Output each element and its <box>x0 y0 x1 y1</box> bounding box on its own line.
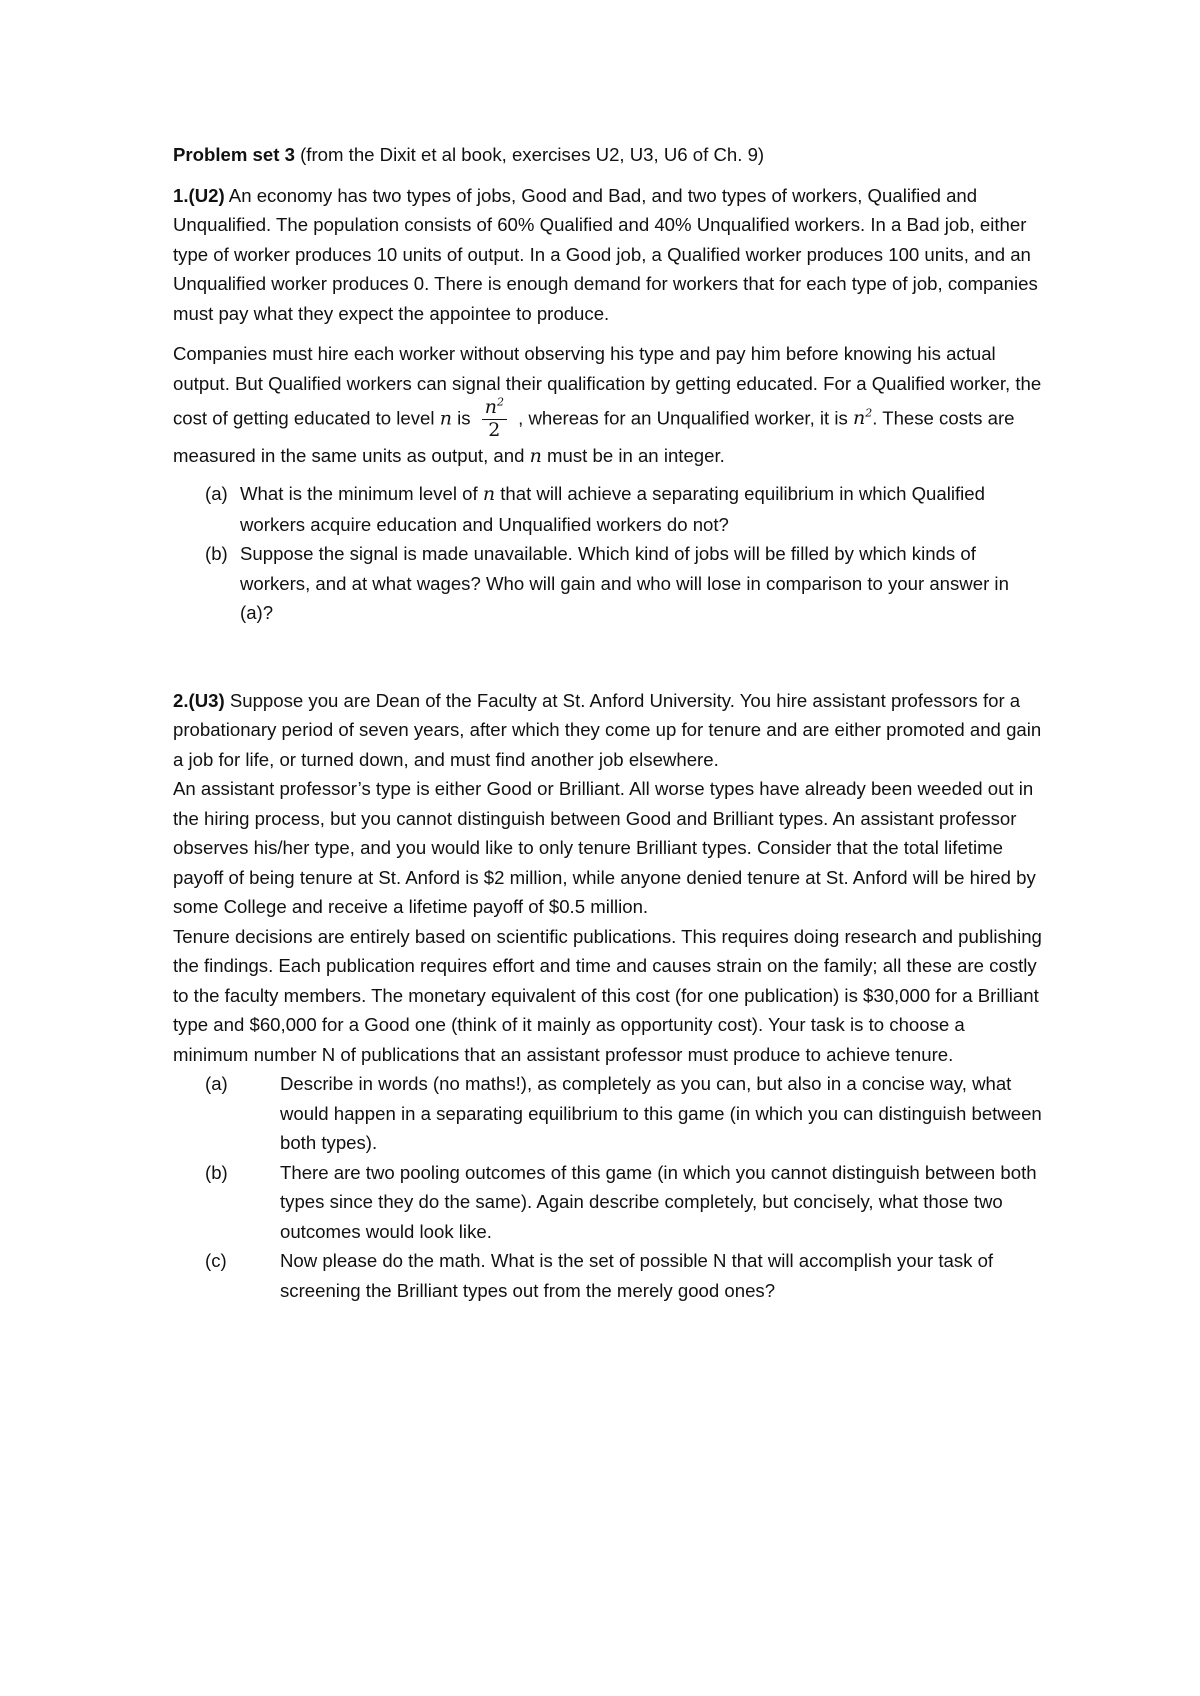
document-body <box>173 140 1043 1305</box>
question-2-tenure-paragraph: Tenure decisions are entirely based on scientific publications. This requires doing research and publishing the findings. Each publication requires effort and time and causes strain on the family; all these are costly to the faculty members. The monetary equivalent of this cost (for one publication) is $30,000 for a Brilliant type and $60,000 for a Good one (think of it mainly as opportunity cost). Your task is to choose a minimum number N of publications that an assistant professor must produce to achieve tenure. <box>173 925 1042 1065</box>
list-item <box>173 539 1043 628</box>
question-1-intro <box>173 181 1043 329</box>
item-a-text-1: What is the minimum level of <box>240 483 483 505</box>
title-subtitle: (from the Dixit et al book, exercises U2, U3, U6 of Ch. 9) <box>294 144 765 165</box>
item-label: (c) <box>205 1250 227 1272</box>
item-text <box>240 479 1043 539</box>
question-2-types-paragraph: An assistant professor’s type is either Good or Brilliant. All worse types have already been weeded out in the hiring process, but you cannot distinguish between Good and Brilliant types. An assistant professor observes his/her type, and you would like to only tenure Brilliant types. Consider that the total lifetime payoff of being tenure at St. Anford is $2 million, while anyone denied tenure at St. Anford will be hired by some College and receive a lifetime payoff of $0.5 million. <box>173 778 1036 918</box>
q1-p2-text-c: , whereas for an Unqualified worker, it is <box>512 407 853 429</box>
question-1-label: 1.(U2) <box>173 184 225 206</box>
item-text: Suppose the signal is made unavailable. Which kind of jobs will be filled by which kinds of workers, and at what wages? Who will gain and who will lose in comparison to your answer in (a)? <box>240 543 1009 624</box>
fraction-denominator: 2 <box>488 418 501 441</box>
question-1-signaling-paragraph <box>173 339 1043 471</box>
item-text: Describe in words (no maths!), as completely as you can, but also in a concise way, what would happen in a separating equilibrium to this game (in which you can distinguish between both types). <box>280 1073 1042 1154</box>
question-1-subquestions <box>173 479 1043 628</box>
question-2-text: Suppose you are Dean of the Faculty at St. Anford University. You hire assistant professors for a probationary period of seven years, after which they come up for tenure and are either promoted and gain a job for life, or turned down, and must find another job elsewhere. <box>173 689 1042 770</box>
question-1-text: An economy has two types of jobs, Good and Bad, and two types of workers, Qualified and Unqualified. The population consists of 60% Qualified and 40% Unqualified workers. In a Bad job, either type of worker produces 10 units of output. In a Good job, a Qualified worker produces 100 units, and an Unqualified worker produces 0. There is enough demand for workers that for each type of job, companies must pay what they expect the appointee to produce. <box>173 184 1038 324</box>
fraction-n-squared-over-2 <box>482 395 507 441</box>
math-var-n-2: n <box>529 444 542 467</box>
q1-p2-text-e: must be in an integer. <box>541 444 725 466</box>
numerator-var: n <box>484 396 497 418</box>
list-item <box>173 1246 1043 1305</box>
item-label: (a) <box>205 483 228 505</box>
q1-p2-text-a: Companies must hire each worker without observing his type and pay him before knowing his actual output. But Qualified workers can signal their qualification by getting educated. For a Qualified worker, the cost of getting educated to level <box>173 343 1042 429</box>
math-var-n-3: n <box>482 483 496 506</box>
question-2-subquestions <box>173 1069 1043 1305</box>
numerator-exponent: 2 <box>496 395 504 409</box>
problem-set-title <box>173 140 1043 170</box>
title-bold: Problem set 3 <box>173 144 295 165</box>
item-label: (b) <box>205 543 228 565</box>
math-n-squared <box>853 407 872 429</box>
q1-p2-text-b: is <box>451 407 476 429</box>
list-item <box>173 479 1043 539</box>
item-label: (b) <box>205 1161 228 1183</box>
n-squared-var: n <box>852 407 866 430</box>
n-squared-exponent: 2 <box>865 407 873 421</box>
item-text: There are two pooling outcomes of this game (in which you cannot distinguish between both types since they do the same). Again describe completely, but concisely, what those two outcomes would look like. <box>280 1161 1037 1242</box>
math-var-n: n <box>439 407 452 430</box>
question-2-label: 2.(U3) <box>173 689 225 711</box>
fraction-numerator <box>482 395 507 420</box>
question-2-intro <box>173 686 1043 775</box>
list-item <box>173 1158 1043 1247</box>
item-text: Now please do the math. What is the set of possible N that will accomplish your task of screening the Brilliant types out from the merely good ones? <box>280 1250 994 1301</box>
item-a-text-2: that will achieve a separating equilibrium in which Qualified workers acquire education and Unqualified workers do not? <box>240 483 985 535</box>
list-item <box>173 1069 1043 1158</box>
q1-p2-text-d: . These costs are measured in the same units as output, and <box>173 407 1015 466</box>
item-label: (a) <box>205 1073 228 1095</box>
